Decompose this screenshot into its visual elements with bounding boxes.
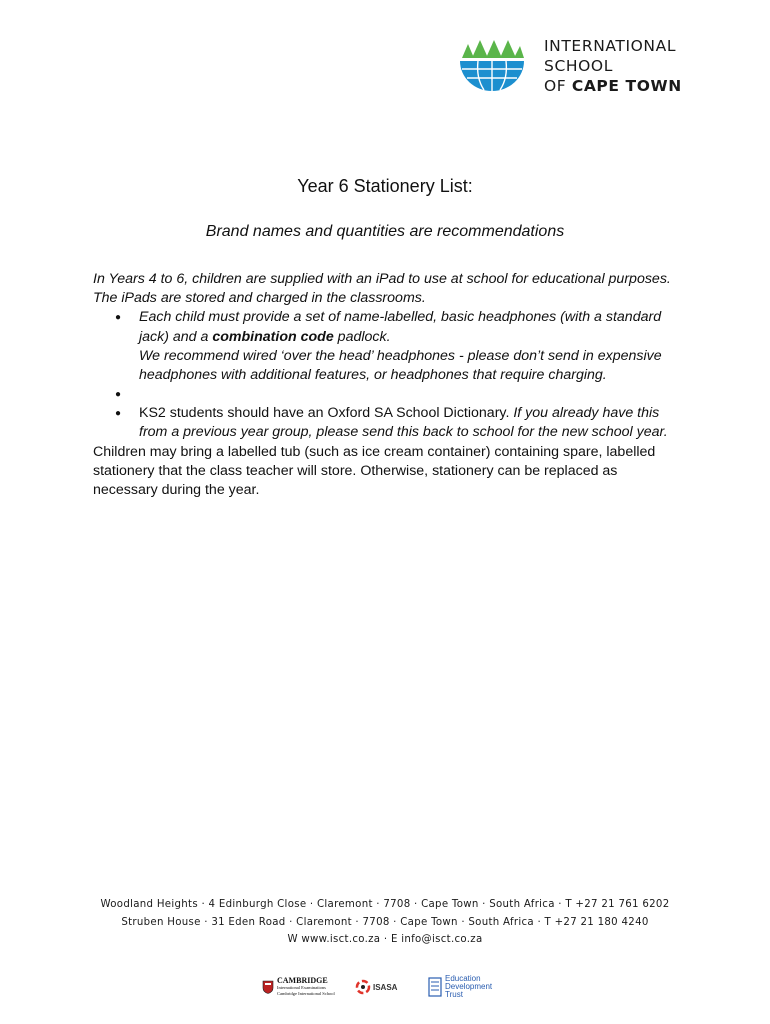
edt-line-3: Trust [445,990,463,999]
cambridge-subtitle: International Examinations [277,985,326,990]
list-item-dictionary [93,404,683,442]
bullet2-italic: If you already have this from a previous year group, please send this back to school for the new school year. [139,405,668,441]
globe-logo-icon [458,36,528,96]
bullet1-bold: combination code [212,328,334,345]
cambridge-subtitle-2: Cambridge International School [277,991,335,996]
logo-line-1: INTERNATIONAL [544,37,677,55]
edt-line-2: Development [445,982,493,991]
footer-address [0,896,770,949]
document-body [93,270,683,500]
bullet1-text: Each child must provide a set of name-labelled, basic headphones (with a standard jack) and a [139,309,662,345]
edt-emblem-icon [428,977,442,997]
list-spacer [93,385,683,404]
footer-line-3: W www.isct.co.za · E info@isct.co.za [287,934,483,945]
list-item-headphones [93,308,683,385]
document-subtitle: Brand names and quantities are recommendations [205,223,565,240]
bullet1-recommendation: We recommend wired ‘over the head’ headphones - please don’t send in expensive headphones with additional features, or headphones that require charging. [139,347,662,384]
isasa-emblem-icon [355,979,371,995]
school-logo [458,36,708,96]
cambridge-logo [262,977,335,997]
isasa-name: ISASA [373,982,398,992]
logo-line-3-bold: CAPE TOWN [571,77,682,95]
intro-paragraph: In Years 4 to 6, children are supplied with an iPad to use at school for educational purposes. The iPads are stored and charged in the classrooms. [93,271,671,307]
cambridge-shield-icon [262,980,274,994]
isasa-logo [355,979,397,995]
cambridge-name: CAMBRIDGE [277,976,328,985]
logo-line-2: SCHOOL [544,57,613,75]
requirements-list [93,308,683,442]
logo-wordmark [544,36,682,96]
bullet1-text-end: padlock. [333,328,391,345]
edt-logo [428,975,492,999]
bullet2-text: KS2 students should have an Oxford SA School Dictionary. [139,405,514,422]
footer-line-2: Struben House · 31 Eden Road · Claremont · 7708 · Cape Town · South Africa · T +27 21 180 4240 [121,916,649,928]
logo-line-3 [544,76,682,96]
document-title: Year 6 Stationery List: [297,176,473,196]
partner-logos [0,975,770,1005]
logo-line-3-prefix: OF [544,77,572,95]
closing-paragraph: Children may bring a labelled tub (such as ice cream container) containing spare, labelled stationery that the class teacher will store. Otherwise, stationery can be replaced as necessary during the year. [93,443,656,499]
edt-line-1: Education [445,974,481,983]
footer-line-1: Woodland Heights · 4 Edinburgh Close · Claremont · 7708 · Cape Town · South Africa · T +27 21 761 6202 [100,899,670,910]
